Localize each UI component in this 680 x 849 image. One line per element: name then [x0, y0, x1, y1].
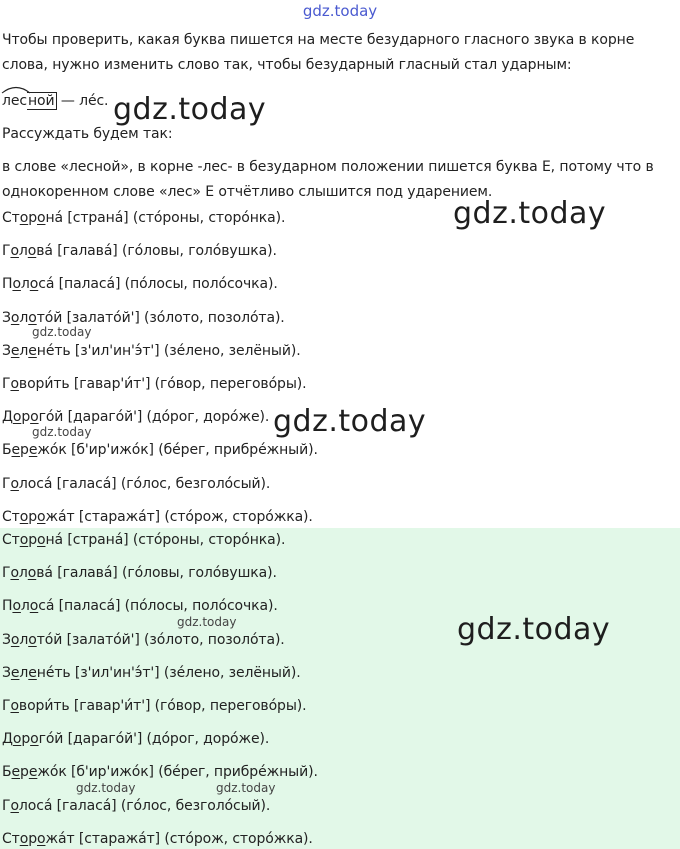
word-line [2, 374, 307, 394]
word [2, 831, 75, 847]
unstressed-vowel: о [28, 309, 37, 326]
word-part: Г [2, 698, 11, 714]
unstressed-vowel: о [19, 210, 29, 226]
unstressed-vowel: о [37, 830, 46, 847]
word-part: не́ть [36, 664, 71, 681]
word [2, 598, 54, 614]
word-part: вори́ть [18, 376, 70, 392]
word [2, 632, 62, 648]
word-part: П [2, 276, 13, 293]
watermark: gdz.today [453, 196, 607, 231]
word-part: жо́к [37, 442, 67, 459]
word-line [2, 596, 278, 616]
word-part: Д [2, 409, 13, 426]
unstressed-vowel: о [27, 243, 37, 260]
word-part: Ст [2, 508, 20, 525]
word-part: л [20, 598, 30, 615]
example-rest: — ле́с. [56, 93, 109, 109]
word-part: са́ [36, 797, 53, 814]
word-transcription: [залато́й'] (зо́лото, позоло́та). [62, 309, 285, 326]
word [2, 532, 63, 548]
word-part: р [20, 764, 29, 781]
word-part: то́й [36, 631, 63, 648]
word [2, 210, 63, 226]
word-part: л [18, 565, 28, 582]
unstressed-vowel: о [37, 508, 46, 525]
word-line [2, 341, 301, 361]
unstressed-vowel: о [28, 631, 37, 648]
word-part: л [19, 664, 29, 681]
unstressed-vowel: е [11, 764, 21, 781]
unstressed-vowel: е [10, 664, 20, 681]
word [2, 376, 70, 392]
word-line [2, 274, 278, 294]
word-part: л [18, 243, 28, 260]
word-transcription: [галава́] (го́ловы, голо́вушка). [52, 243, 277, 260]
word-part: ва́ [36, 243, 53, 260]
unstressed-vowel: е [11, 442, 21, 459]
word-part: ло [18, 475, 37, 492]
word-part: р [28, 830, 37, 847]
unstressed-vowel: о [12, 276, 21, 293]
word-transcription: [б'ир'ижо́к] (бе́рег, прибре́жный). [66, 442, 318, 459]
word-part: р [28, 532, 37, 548]
watermark-small: gdz.today [32, 425, 92, 439]
word [2, 442, 67, 458]
unstressed-vowel: о [19, 830, 29, 847]
word-line [2, 762, 318, 782]
word-part: Г [2, 376, 11, 392]
word-transcription: [стаража́т] (сто́рож, сторо́жка). [74, 830, 313, 847]
word [2, 764, 67, 780]
word-part: го́й [38, 731, 64, 748]
unstressed-vowel: о [30, 731, 39, 748]
unstressed-vowel: о [10, 475, 19, 492]
word-transcription: [залато́й'] (зо́лото, позоло́та). [62, 631, 285, 648]
word-line [2, 729, 269, 749]
word [2, 798, 52, 814]
watermark-small: gdz.today [177, 615, 237, 629]
word-line [2, 796, 270, 816]
word-transcription: [галаса́] (го́лос, безголо́сый). [52, 475, 271, 492]
unstressed-vowel: е [28, 764, 38, 781]
word-transcription: [гавар'и́т'] (го́вор, перегово́ры). [69, 698, 307, 714]
word-part: го́й [38, 409, 64, 426]
unstressed-vowel: о [10, 243, 19, 260]
word-part: Ст [2, 830, 20, 847]
word-line [2, 507, 313, 527]
word-line [2, 208, 285, 228]
unstressed-vowel: е [28, 664, 37, 681]
word-transcription: [гавар'и́т'] (го́вор, перегово́ры). [69, 376, 307, 392]
watermark-small: gdz.today [32, 325, 92, 339]
top-watermark: gdz.today [302, 2, 378, 20]
word-part: З [2, 631, 11, 648]
intro-text: Чтобы проверить, какая буква пишется на месте безударного гласного звука в корне слова, нужно изменить слово так, чтобы безударный гласный стал ударным: [2, 32, 635, 73]
word-transcription: [галава́] (го́ловы, голо́вушка). [52, 565, 277, 582]
word-transcription: [дараго́й'] (до́рог, доро́же). [63, 409, 270, 426]
word-part: Б [2, 442, 12, 459]
word [2, 276, 54, 292]
word-part: л [19, 342, 29, 359]
unstressed-vowel: о [10, 631, 20, 648]
reason-heading: Рассуждать будем так: [2, 126, 173, 142]
word-part: р [28, 210, 37, 226]
word-part: вори́ть [18, 698, 70, 714]
word-transcription: [з'ил'ин'э́т'] (зе́лено, зелёный). [70, 342, 301, 359]
word-line [2, 696, 307, 716]
word [2, 509, 75, 525]
unstressed-vowel: о [29, 276, 39, 293]
unstressed-vowel: о [10, 698, 19, 714]
word-transcription: [з'ил'ин'э́т'] (зе́лено, зелёный). [70, 664, 301, 681]
unstressed-vowel: о [10, 376, 19, 392]
word-part: то́й [36, 309, 63, 326]
unstressed-vowel: о [37, 210, 46, 226]
word-part: жа́т [45, 830, 75, 847]
word-part: са́ [36, 475, 53, 492]
unstressed-vowel: о [19, 508, 29, 525]
word-part: л [20, 276, 30, 293]
word-transcription: [галаса́] (го́лос, безголо́сый). [52, 797, 271, 814]
word-part: З [2, 342, 11, 359]
word [2, 565, 53, 581]
word-line [2, 241, 277, 261]
word-part: р [20, 442, 29, 459]
word-part: Г [2, 797, 11, 814]
word-part: р [28, 508, 37, 525]
unstressed-vowel: о [10, 565, 19, 582]
unstressed-vowel: о [30, 409, 39, 426]
unstressed-vowel: о [12, 731, 22, 748]
word-part: Г [2, 475, 11, 492]
word-line [2, 563, 277, 583]
watermark-small: gdz.today [76, 781, 136, 795]
word [2, 698, 70, 714]
watermark: gdz.today [273, 404, 427, 439]
word-part: на́ [45, 532, 64, 548]
word-part: З [2, 664, 11, 681]
word-part: ва́ [36, 565, 53, 582]
word-line [2, 474, 270, 494]
word [2, 343, 71, 359]
word-part: л [19, 309, 29, 326]
word-part: Г [2, 565, 11, 582]
word-transcription: [стаража́т] (сто́рож, сторо́жка). [74, 508, 313, 525]
unstressed-vowel: е [10, 342, 20, 359]
word-transcription: [дараго́й'] (до́рог, доро́же). [63, 731, 270, 748]
watermark-small: gdz.today [216, 781, 276, 795]
word-part: са́ [38, 276, 55, 293]
unstressed-vowel: е [28, 342, 37, 359]
word-part: не́ть [36, 342, 71, 359]
word-part: З [2, 309, 11, 326]
word [2, 310, 62, 326]
word-part: Ст [2, 532, 20, 548]
word-part: жа́т [45, 508, 75, 525]
word-part: на́ [45, 210, 64, 226]
example-root: лес [2, 93, 27, 109]
word [2, 476, 52, 492]
unstressed-vowel: о [19, 532, 29, 548]
word [2, 665, 71, 681]
word-line [2, 630, 285, 650]
unstressed-vowel: о [10, 797, 19, 814]
watermark: gdz.today [457, 612, 611, 647]
word-line [2, 440, 318, 460]
reason-text: в слове «лесной», в корне -лес- в безударном положении пишется буква Е, потому что в однокоренном слове «лес» Е отчётливо слышится под ударением. [2, 159, 654, 200]
word [2, 409, 63, 425]
word-transcription: [страна́] (сто́роны, сторо́нка). [63, 532, 286, 548]
word-line [2, 663, 301, 683]
word [2, 731, 63, 747]
word-part: Б [2, 764, 12, 781]
word-transcription: [страна́] (сто́роны, сторо́нка). [63, 210, 286, 226]
word-transcription: [б'ир'ижо́к] (бе́рег, прибре́жный). [66, 764, 318, 781]
word-part: жо́к [37, 764, 67, 781]
word-part: ло [18, 797, 37, 814]
unstressed-vowel: о [12, 409, 22, 426]
unstressed-vowel: е [28, 442, 38, 459]
unstressed-vowel: о [27, 565, 37, 582]
word-part: Д [2, 731, 13, 748]
word-line [2, 829, 313, 849]
unstressed-vowel: о [37, 532, 46, 548]
word-transcription: [паласа́] (по́лосы, поло́сочка). [54, 276, 278, 293]
unstressed-vowel: о [29, 598, 39, 615]
word-line [2, 530, 285, 550]
unstressed-vowel: о [12, 598, 21, 615]
word-part: р [21, 731, 31, 748]
word-part: Г [2, 243, 11, 260]
word [2, 243, 53, 259]
word-part: са́ [38, 598, 55, 615]
watermark: gdz.today [113, 92, 267, 127]
word-part: л [19, 631, 29, 648]
word-part: Ст [2, 210, 20, 226]
unstressed-vowel: о [10, 309, 20, 326]
example-ending: ной [27, 93, 55, 109]
example-line [2, 91, 108, 111]
word-part: П [2, 598, 13, 615]
word-transcription: [паласа́] (по́лосы, поло́сочка). [54, 598, 278, 615]
word-part: р [21, 409, 31, 426]
